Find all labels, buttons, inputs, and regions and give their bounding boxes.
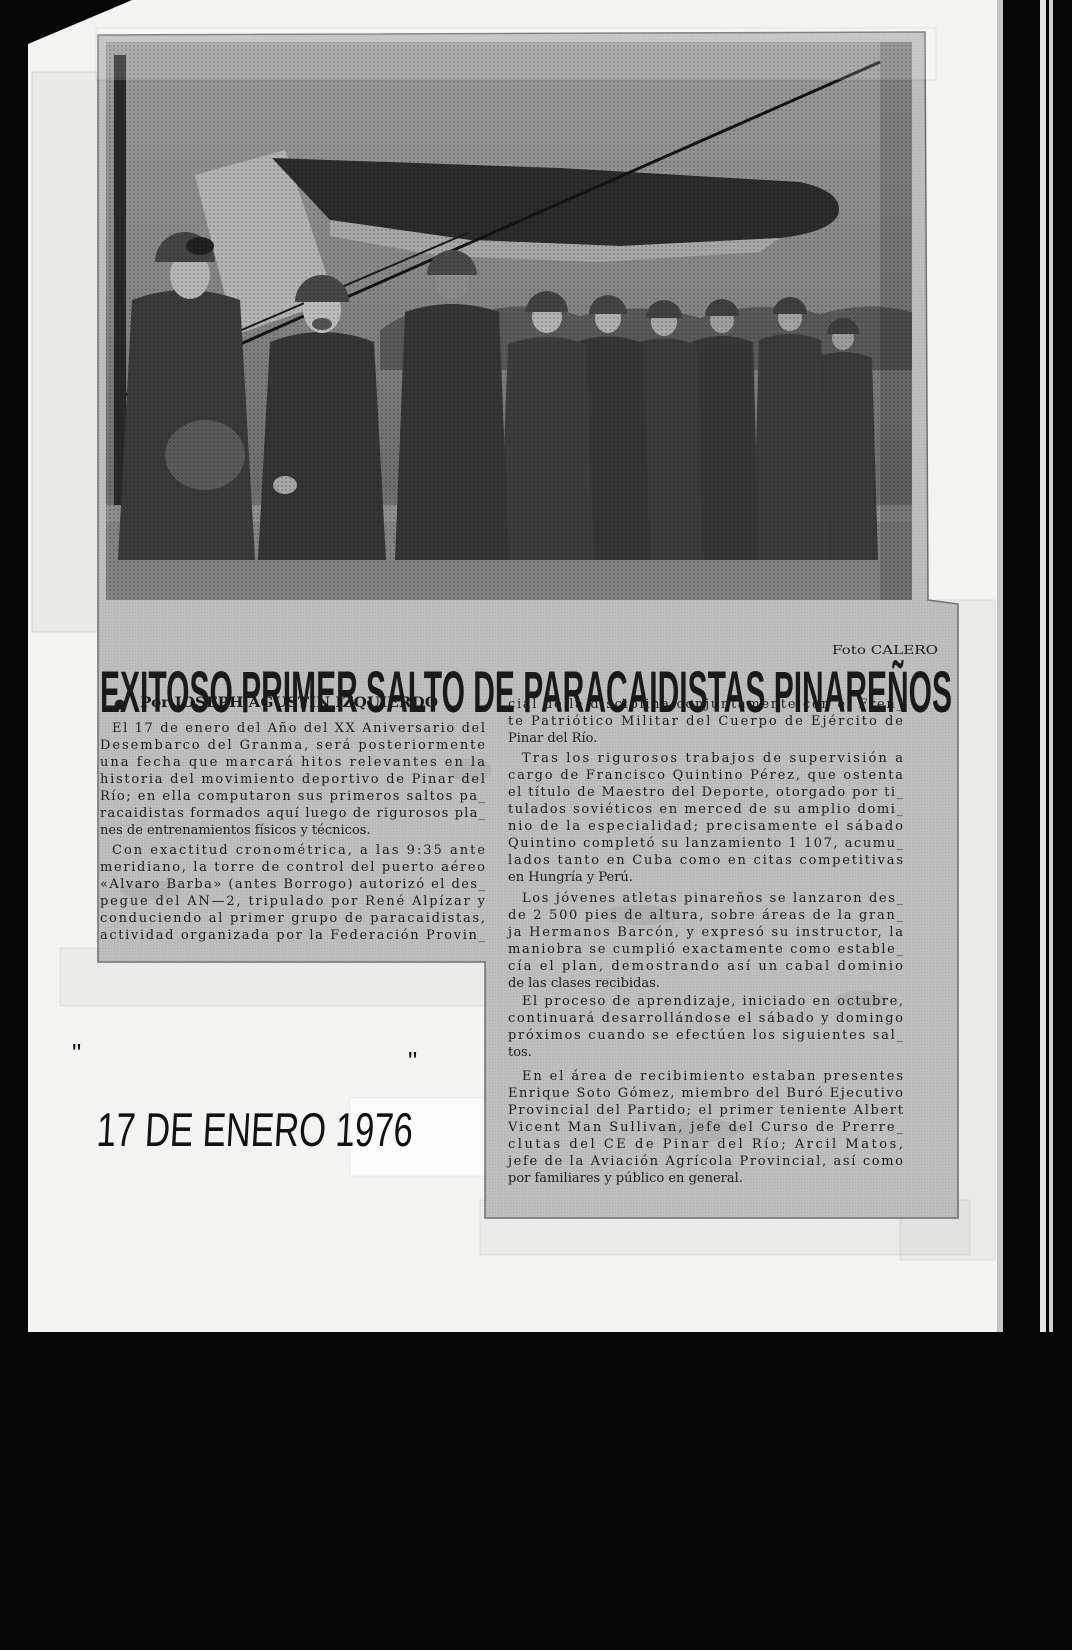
article-line: una fecha que marcará hitos relevantes en la xyxy=(100,755,486,770)
article-line: El proceso de aprendizaje, iniciado en octubre, xyxy=(522,994,903,1009)
article-line: «Alvaro Barba» (antes Borrogo) autorizó el des_ xyxy=(100,877,486,892)
article-line: cargo de Francisco Quintino Pérez, que ostenta xyxy=(508,768,903,783)
article-line: El 17 de enero del Año del XX Aniversario del xyxy=(112,721,485,736)
byline xyxy=(114,695,438,712)
article-line: pegue del AN—2, tripulado por René Alpízar y xyxy=(100,894,485,909)
article-line: Quintino completó su lanzamiento 1 107, acumu_ xyxy=(508,836,903,851)
handwritten-open-quote: " xyxy=(72,1038,82,1068)
headline: EXITOSO PRIMER SALTO DE PARACAIDISTAS PINAREÑOS xyxy=(100,660,952,725)
byline-bullet: ● xyxy=(114,697,126,712)
article-line: maniobra se cumplió exactamente como estable_ xyxy=(508,942,903,957)
photo-halftone xyxy=(106,42,912,600)
article-line: lados tanto en Cuba como en citas competitivas xyxy=(508,853,903,868)
article-line: Provincial del Partido; el primer teniente Albert xyxy=(508,1103,903,1118)
article-line: jefe de la Aviación Agrícola Provincial, así como xyxy=(508,1154,903,1169)
paper-right-edge xyxy=(997,0,1003,1332)
article-line: en Hungría y Perú. xyxy=(508,870,633,885)
article-line: Desembarco del Granma, será posteriormente xyxy=(100,738,485,753)
article-line: próximos cuando se efectúen los siguientes sal_ xyxy=(508,1028,903,1043)
article-line: historia del movimiento deportivo de Pinar del xyxy=(100,772,485,787)
article-line: Con exactitud cronométrica, a las 9:35 ante xyxy=(112,843,485,858)
article-line: tos. xyxy=(508,1045,532,1060)
article-line: ja Hermanos Barcón, y expresó su instructor, la xyxy=(508,925,903,940)
handwritten-date: 17 DE ENERO 1976 xyxy=(95,1104,445,1158)
article-line: continuará desarrollándose el sábado y domingo xyxy=(508,1011,903,1026)
article-line: meridiano, la torre de control del puerto aéreo xyxy=(100,860,486,875)
handwritten-close-quote: " xyxy=(408,1046,418,1076)
article-line: por familiares y público en general. xyxy=(508,1171,743,1186)
article-line: Los jóvenes atletas pinareños se lanzaron des_ xyxy=(522,891,903,906)
article-line: nes de entrenamientos físicos y técnicos. xyxy=(100,823,371,838)
article-line: tulados soviéticos en merced de su amplio domi_ xyxy=(508,802,903,817)
article-line: de las clases recibidas. xyxy=(508,976,660,991)
photo xyxy=(106,42,912,600)
article-line: Vicent Man Sullivan, jefe del Curso de Prerre_ xyxy=(508,1120,903,1135)
article-line: cía el plan, demostrando así un cabal dominio xyxy=(508,959,903,974)
article-line: el título de Maestro del Deporte, otorgado por ti_ xyxy=(508,785,903,800)
article-line: Tras los rigurosos trabajos de supervisión a xyxy=(522,751,903,766)
article-line: conduciendo al primer grupo de paracaidistas, xyxy=(100,911,485,926)
article-line: nio de la especialidad; precisamente el sábado xyxy=(508,819,903,834)
article-line: En el área de recibimiento estaban presentes xyxy=(522,1069,903,1084)
article-line: clutas del CE de Pinar del Río; Arcil Matos, xyxy=(508,1137,903,1152)
article-line: Pinar del Río. xyxy=(508,731,598,746)
photo-credit: Foto CALERO xyxy=(832,643,939,657)
article-line: actividad organizada por la Federación Provin_ xyxy=(100,928,485,943)
article-line: de 2 500 pies de altura, sobre áreas de la gran_ xyxy=(508,908,903,923)
article-line: cial de la disciplina conjuntamente con el Fren_ xyxy=(508,697,903,712)
article-line: Enrique Soto Gómez, miembro del Buró Ejecutivo xyxy=(508,1086,903,1101)
article-line: racaidistas formados aquí luego de rigurosos pla_ xyxy=(100,806,485,821)
article-line: te Patriótico Militar del Cuerpo de Ejército de xyxy=(508,714,904,729)
article-right-column xyxy=(506,697,904,1186)
top-tape xyxy=(96,28,936,80)
article-line: Río; en ella computaron sus primeros saltos pa_ xyxy=(100,789,485,804)
byline-author: Por JOSEPH AGUSTIN IZQUIERDO xyxy=(140,695,439,711)
